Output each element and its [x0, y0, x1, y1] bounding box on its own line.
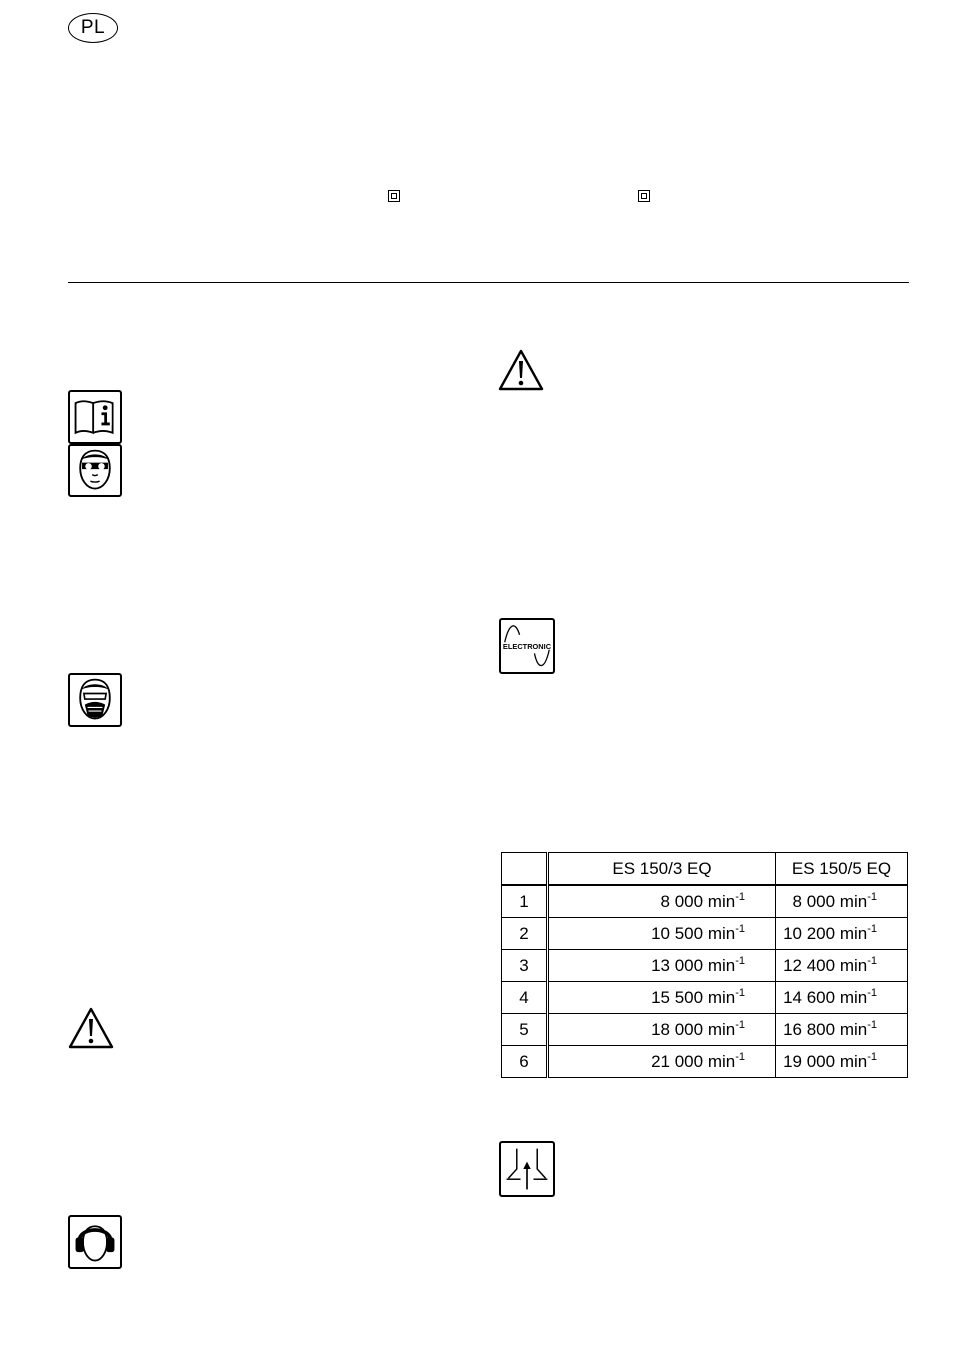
speed-setting: 5	[502, 1014, 548, 1046]
wear-safety-goggles-icon	[68, 444, 122, 497]
speed-setting: 4	[502, 982, 548, 1014]
table-cell: 19 000 $\min^{-1}$	[776, 1046, 908, 1078]
dust-extraction-icon	[499, 1141, 555, 1197]
table-cell: 10 500 $\min^{-1}$	[548, 918, 776, 950]
table-cell: 14 600 $\min^{-1}$	[776, 982, 908, 1014]
speed-setting: 1	[502, 885, 548, 918]
table-header-cell: ES 150/3 EQ	[548, 853, 776, 886]
table-header-row	[502, 853, 908, 886]
table-cell: 12 400 $\min^{-1}$	[776, 950, 908, 982]
protection-class-ii-icon	[388, 190, 400, 202]
table-row	[502, 918, 908, 950]
language-badge	[68, 13, 118, 43]
protection-class-ii-icon	[638, 190, 650, 202]
warning-icon	[68, 1006, 114, 1050]
table-header-cell: ES 150/5 EQ	[776, 853, 908, 886]
table-cell: 16 800 $\min^{-1}$	[776, 1014, 908, 1046]
table-cell: 8 000 $\min^{-1}$	[548, 885, 776, 918]
table-cell: 8 000 $\min^{-1}$	[776, 885, 908, 918]
speed-setting: 2	[502, 918, 548, 950]
table-row	[502, 1046, 908, 1078]
table-cell: 10 200 $\min^{-1}$	[776, 918, 908, 950]
electronic-label: ELECTRONIC	[502, 641, 552, 651]
table-row	[502, 885, 908, 918]
table-header-cell	[502, 853, 548, 886]
wear-ear-protection-icon	[68, 1215, 122, 1269]
wear-dust-mask-icon	[68, 673, 122, 727]
speed-table	[501, 852, 908, 1078]
section-divider	[68, 282, 909, 283]
table-row	[502, 982, 908, 1014]
table-row	[502, 950, 908, 982]
table-cell: 15 500 $\min^{-1}$	[548, 982, 776, 1014]
table-cell: 13 000 $\min^{-1}$	[548, 950, 776, 982]
warning-icon	[498, 348, 544, 392]
read-manual-icon	[68, 390, 122, 444]
speed-setting: 3	[502, 950, 548, 982]
table-cell: 21 000 $\min^{-1}$	[548, 1046, 776, 1078]
electronic-speed-control-icon	[499, 618, 555, 674]
table-row	[502, 1014, 908, 1046]
language-code: PL	[80, 17, 106, 38]
speed-setting: 6	[502, 1046, 548, 1078]
table-cell: 18 000 $\min^{-1}$	[548, 1014, 776, 1046]
